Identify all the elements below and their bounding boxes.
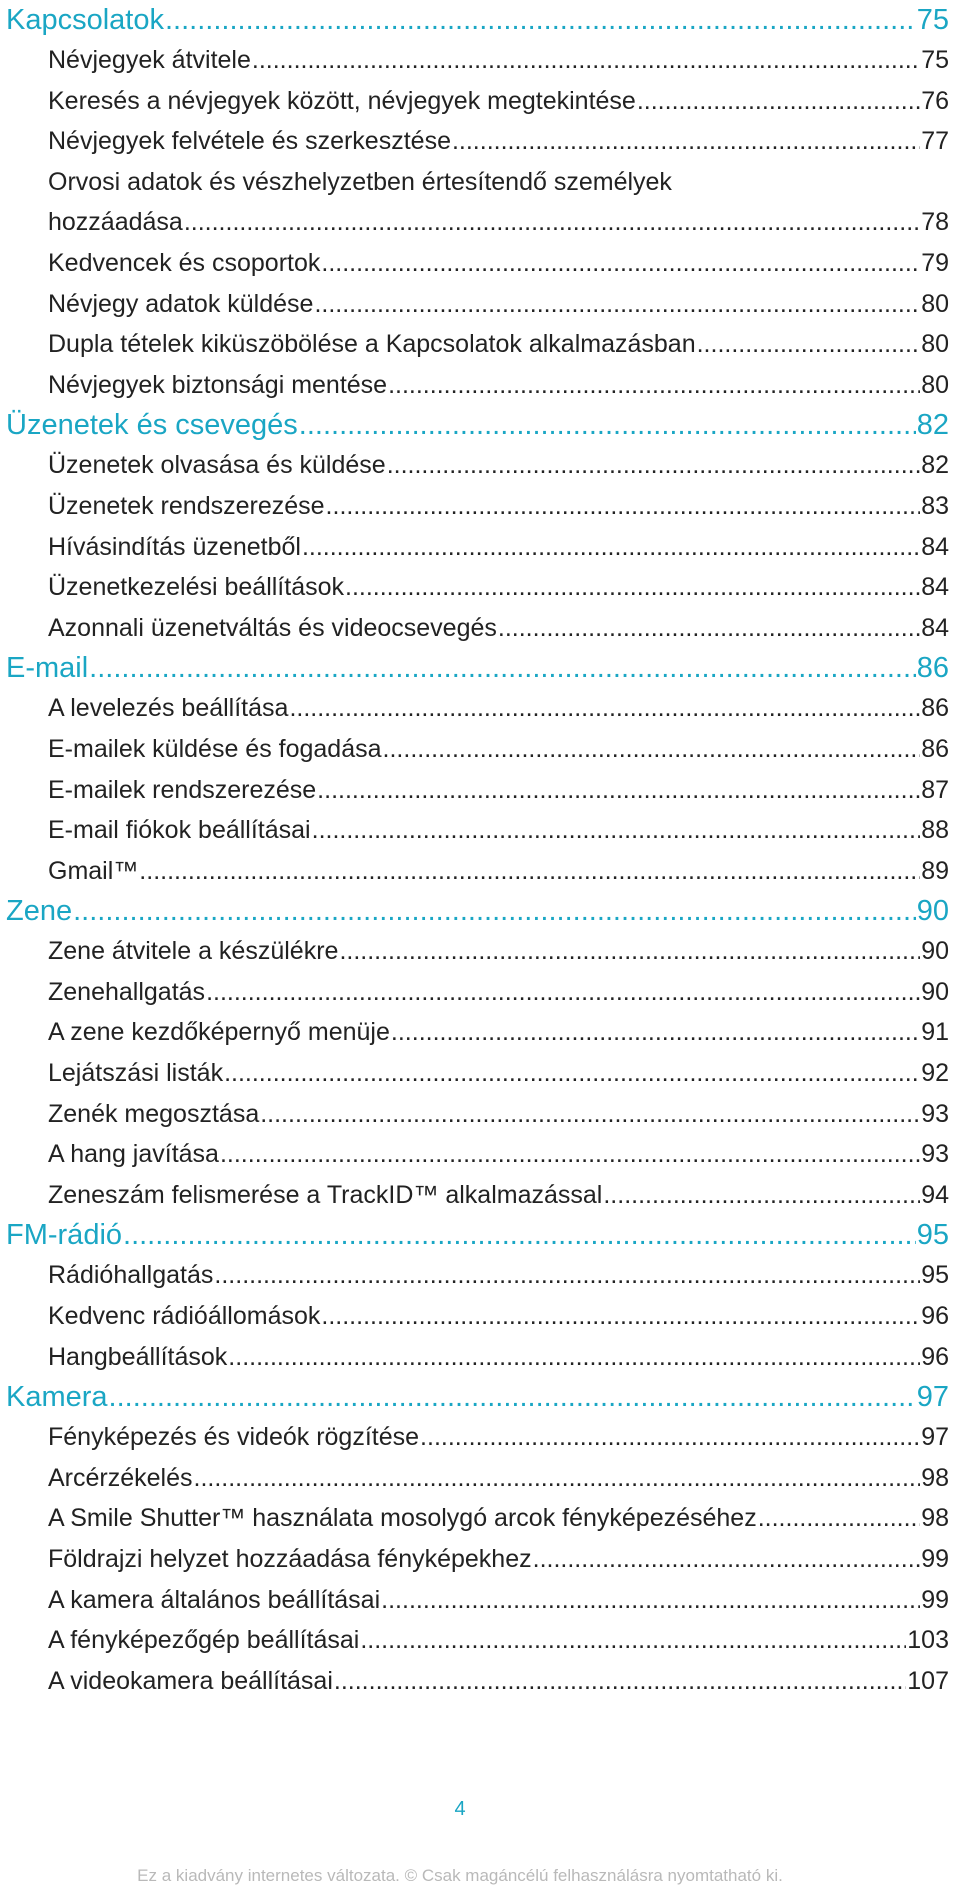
toc-entry-page: 90 xyxy=(921,977,949,1006)
toc-entry[interactable] xyxy=(48,1458,949,1499)
dot-leader xyxy=(758,1498,920,1539)
toc-entry-title: A kamera általános beállításai xyxy=(48,1585,381,1614)
toc-entry[interactable] xyxy=(48,608,949,649)
dot-leader xyxy=(360,1620,906,1661)
toc-section[interactable] xyxy=(6,405,949,445)
toc-entry[interactable] xyxy=(48,1498,949,1539)
toc-entry-title: Arcérzékelés xyxy=(48,1463,193,1492)
toc-entry-title: Hívásindítás üzenetből xyxy=(48,532,301,561)
dot-leader xyxy=(388,365,920,406)
toc-entry-title: E-mailek küldése és fogadása xyxy=(48,734,382,763)
toc-section-page: 82 xyxy=(916,409,949,442)
toc-entry-page: 80 xyxy=(921,289,949,318)
toc-entry-title: Üzenetek olvasása és küldése xyxy=(48,451,386,480)
toc-entry-page: 107 xyxy=(907,1666,949,1695)
table-of-contents xyxy=(6,0,949,1701)
toc-entry[interactable] xyxy=(48,1053,949,1094)
toc-entry[interactable] xyxy=(48,1539,949,1580)
toc-section[interactable] xyxy=(6,1377,949,1417)
toc-entry-page: 92 xyxy=(921,1059,949,1088)
toc-entry[interactable] xyxy=(48,1296,949,1337)
dot-leader xyxy=(314,284,920,325)
page-number: 4 xyxy=(454,1798,466,1820)
dot-leader xyxy=(302,527,920,568)
toc-entry-page: 84 xyxy=(921,573,949,602)
toc-entry-page: 86 xyxy=(921,694,949,723)
toc-entry[interactable] xyxy=(48,567,949,608)
toc-entry-page: 77 xyxy=(921,127,949,156)
toc-entry-page: 84 xyxy=(921,613,949,642)
toc-section-title: FM-rádió xyxy=(6,1219,123,1252)
toc-entry[interactable] xyxy=(48,688,949,729)
toc-entry[interactable] xyxy=(48,445,949,486)
toc-entry-page: 84 xyxy=(921,532,949,561)
toc-entry-page: 78 xyxy=(921,208,949,237)
toc-entry-title: Kedvencek és csoportok xyxy=(48,248,321,277)
toc-section[interactable] xyxy=(6,891,949,931)
dot-leader xyxy=(109,1377,916,1417)
dot-leader xyxy=(452,121,920,162)
dot-leader xyxy=(339,931,920,972)
dot-leader xyxy=(260,1094,920,1135)
toc-section-title: E-mail xyxy=(6,652,89,685)
dot-leader xyxy=(312,810,921,851)
toc-entry-title: A videokamera beállításai xyxy=(48,1666,333,1695)
toc-entry[interactable] xyxy=(48,81,949,122)
toc-entry-title: Hangbeállítások xyxy=(48,1342,228,1371)
toc-section-page: 97 xyxy=(916,1381,949,1414)
toc-entry-title: A fényképezőgép beállításai xyxy=(48,1626,360,1655)
toc-entry-page: 87 xyxy=(921,775,949,804)
dot-leader xyxy=(637,81,920,122)
toc-section-title: Zene xyxy=(6,895,73,928)
toc-entry[interactable] xyxy=(48,851,949,892)
toc-entry-page: 91 xyxy=(921,1018,949,1047)
toc-section[interactable] xyxy=(6,648,949,688)
toc-entry-title: Zeneszám felismerése a TrackID™ alkalmazással xyxy=(48,1180,603,1209)
toc-entry-page: 96 xyxy=(921,1342,949,1371)
dot-leader xyxy=(387,445,920,486)
toc-entry[interactable] xyxy=(48,365,949,406)
toc-entry[interactable] xyxy=(48,121,949,162)
toc-entry-title: Névjegy adatok küldése xyxy=(48,289,314,318)
dot-leader xyxy=(123,1215,916,1255)
dot-leader xyxy=(383,729,921,770)
toc-entry-page: 98 xyxy=(921,1463,949,1492)
toc-entry[interactable] xyxy=(48,1012,949,1053)
toc-entry-page: 93 xyxy=(921,1099,949,1128)
toc-entry[interactable] xyxy=(48,486,949,527)
toc-entry[interactable] xyxy=(48,40,949,81)
toc-entry-page: 96 xyxy=(921,1302,949,1331)
toc-entry-page: 95 xyxy=(921,1261,949,1290)
toc-section-title: Kapcsolatok xyxy=(6,4,164,36)
toc-entry-page: 99 xyxy=(921,1585,949,1614)
toc-entry-title: Földrajzi helyzet hozzáadása fényképekhez xyxy=(48,1545,532,1573)
toc-entry-page: 98 xyxy=(921,1504,949,1533)
footer-note: Ez a kiadvány internetes változata. © Csak magáncélú felhasználásra nyomtatható ki. xyxy=(137,1866,783,1885)
dot-leader xyxy=(89,648,916,688)
dot-leader xyxy=(381,1580,920,1621)
toc-section[interactable] xyxy=(6,1215,949,1255)
dot-leader xyxy=(321,243,920,284)
dot-leader xyxy=(321,1296,920,1337)
toc-section-page: 90 xyxy=(916,895,949,928)
toc-entry[interactable] xyxy=(48,284,949,325)
dot-leader xyxy=(326,486,921,527)
toc-entry[interactable] xyxy=(48,1337,949,1378)
toc-entry[interactable] xyxy=(48,1094,949,1135)
dot-leader xyxy=(697,324,921,365)
dot-leader xyxy=(194,1458,921,1499)
toc-entry[interactable] xyxy=(48,1175,949,1216)
dot-leader xyxy=(345,567,920,608)
dot-leader xyxy=(220,1134,920,1175)
toc-entry-title: A hang javítása xyxy=(48,1140,219,1169)
toc-entry-title: Üzenetek rendszerezése xyxy=(48,491,325,520)
toc-entry[interactable] xyxy=(48,202,949,243)
dot-leader xyxy=(224,1053,920,1094)
toc-entry-title: hozzáadása xyxy=(48,208,183,237)
toc-section-page: 86 xyxy=(916,652,949,685)
toc-entry-title: Névjegyek biztonsági mentése xyxy=(48,370,388,399)
toc-entry[interactable] xyxy=(48,1255,949,1296)
toc-entry[interactable] xyxy=(48,324,949,365)
toc-entry[interactable] xyxy=(48,527,949,568)
toc-entry[interactable] xyxy=(48,1620,949,1661)
toc-entry-title: Zenehallgatás xyxy=(48,977,206,1006)
toc-entry-title: A zene kezdőképernyő menüje xyxy=(48,1018,390,1047)
toc-entry-title: Fényképezés és videók rögzítése xyxy=(48,1423,420,1452)
toc-entry-title: E-mail fiókok beállításai xyxy=(48,816,311,845)
toc-entry-title: Névjegyek átvitele xyxy=(48,46,251,74)
toc-entry-title: Kedvenc rádióállomások xyxy=(48,1302,321,1331)
toc-section-title: Üzenetek és csevegés xyxy=(6,409,298,442)
toc-section-title: Kamera xyxy=(6,1381,108,1414)
dot-leader xyxy=(533,1539,921,1580)
toc-entry-title: Azonnali üzenetváltás és videocsevegés xyxy=(48,613,497,642)
toc-section-page: 95 xyxy=(916,1219,949,1252)
toc-entry-page: 83 xyxy=(921,491,949,520)
toc-entry-page: 75 xyxy=(921,46,949,74)
toc-entry[interactable] xyxy=(48,1580,949,1621)
toc-entry-page: 76 xyxy=(921,86,949,115)
toc-entry[interactable] xyxy=(48,1661,949,1702)
toc-entry-title: Lejátszási listák xyxy=(48,1059,224,1088)
toc-entry-title: Névjegyek felvétele és szerkesztése xyxy=(48,127,451,156)
toc-entry-title: Keresés a névjegyek között, névjegyek megtekintése xyxy=(48,86,636,115)
dot-leader xyxy=(603,1175,920,1216)
toc-entry-page: 97 xyxy=(921,1423,949,1452)
dot-leader xyxy=(165,0,916,40)
dot-leader xyxy=(228,1337,920,1378)
toc-entry-title-line[interactable]: Orvosi adatok és vészhelyzetben értesítendő személyek xyxy=(48,167,672,196)
dot-leader xyxy=(73,891,916,931)
toc-entry[interactable] xyxy=(48,1134,949,1175)
toc-entry-page: 82 xyxy=(921,451,949,480)
toc-entry-title: Gmail™ xyxy=(48,856,139,885)
toc-entry[interactable] xyxy=(48,931,949,972)
dot-leader xyxy=(334,1661,906,1702)
toc-section[interactable] xyxy=(6,0,949,40)
toc-entry[interactable] xyxy=(48,770,949,811)
toc-entry-page: 80 xyxy=(921,370,949,399)
toc-entry-page: 88 xyxy=(921,816,949,845)
dot-leader xyxy=(317,770,920,811)
toc-entry-title: Dupla tételek kiküszöbölése a Kapcsolatok alkalmazásban xyxy=(48,330,696,359)
dot-leader xyxy=(184,202,920,243)
dot-leader xyxy=(299,405,916,445)
dot-leader xyxy=(214,1255,920,1296)
toc-entry-title: A levelezés beállítása xyxy=(48,694,289,723)
toc-entry[interactable] xyxy=(48,972,949,1013)
dot-leader xyxy=(139,851,920,892)
toc-entry-title: Rádióhallgatás xyxy=(48,1261,214,1290)
toc-entry-title: E-mailek rendszerezése xyxy=(48,775,317,804)
toc-entry-title: Üzenetkezelési beállítások xyxy=(48,573,344,602)
toc-entry[interactable] xyxy=(48,243,949,284)
dot-leader xyxy=(498,608,920,649)
toc-entry-page: 103 xyxy=(907,1626,949,1655)
toc-entry-page: 90 xyxy=(921,937,949,966)
toc-entry-page: 80 xyxy=(921,330,949,359)
toc-section-page: 75 xyxy=(916,4,949,36)
dot-leader xyxy=(252,40,920,81)
toc-entry-title: Zenék megosztása xyxy=(48,1099,260,1128)
dot-leader xyxy=(206,972,920,1013)
toc-entry-page: 89 xyxy=(921,856,949,885)
toc-entry-page: 86 xyxy=(921,734,949,763)
toc-entry-page: 94 xyxy=(921,1180,949,1209)
dot-leader xyxy=(289,688,920,729)
toc-entry-page: 93 xyxy=(921,1140,949,1169)
toc-entry-title: A Smile Shutter™ használata mosolygó arcok fényképezéséhez xyxy=(48,1504,757,1533)
dot-leader xyxy=(391,1012,920,1053)
toc-entry-page: 79 xyxy=(921,248,949,277)
dot-leader xyxy=(420,1417,920,1458)
toc-entry[interactable] xyxy=(48,1417,949,1458)
toc-entry-page: 99 xyxy=(921,1545,949,1573)
toc-entry-title: Zene átvitele a készülékre xyxy=(48,937,339,966)
toc-entry[interactable] xyxy=(48,729,949,770)
toc-entry[interactable] xyxy=(48,810,949,851)
